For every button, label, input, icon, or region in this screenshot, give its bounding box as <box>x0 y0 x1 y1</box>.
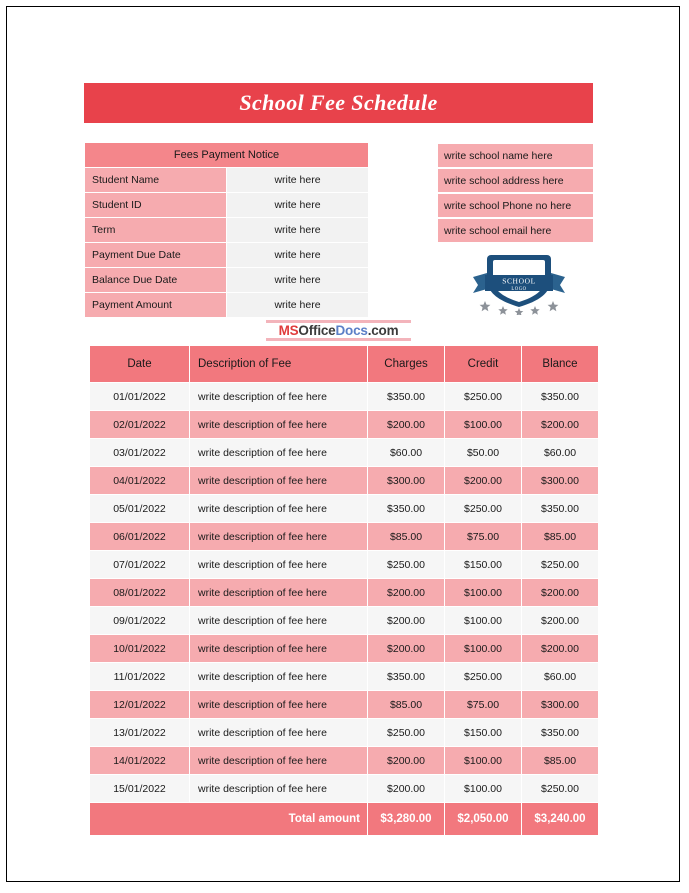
table-row <box>90 635 599 663</box>
cell-charges[interactable]: $85.00 <box>368 691 445 719</box>
notice-label-balance-due-date: Balance Due Date <box>85 268 227 293</box>
cell-balance[interactable]: $350.00 <box>522 495 599 523</box>
cell-balance[interactable]: $60.00 <box>522 439 599 467</box>
cell-date[interactable]: 03/01/2022 <box>90 439 190 467</box>
table-row <box>90 467 599 495</box>
notice-row <box>85 218 369 243</box>
cell-date[interactable]: 07/01/2022 <box>90 551 190 579</box>
cell-credit[interactable]: $250.00 <box>445 383 522 411</box>
cell-balance[interactable]: $250.00 <box>522 775 599 803</box>
cell-credit[interactable]: $100.00 <box>445 775 522 803</box>
cell-charges[interactable]: $300.00 <box>368 467 445 495</box>
notice-row <box>85 168 369 193</box>
table-row <box>90 607 599 635</box>
cell-description[interactable]: write description of fee here <box>190 411 368 439</box>
table-row <box>90 383 599 411</box>
total-charges: $3,280.00 <box>368 803 445 836</box>
notice-row <box>85 243 369 268</box>
school-phone-field[interactable]: write school Phone no here <box>438 194 593 217</box>
school-info-block <box>438 144 593 244</box>
column-header-charges[interactable]: Charges <box>368 346 445 383</box>
logo-line-1: SCHOOL <box>502 276 536 286</box>
cell-date[interactable]: 10/01/2022 <box>90 635 190 663</box>
total-balance: $3,240.00 <box>522 803 599 836</box>
cell-credit[interactable]: $75.00 <box>445 691 522 719</box>
cell-balance[interactable]: $85.00 <box>522 523 599 551</box>
watermark-part-docs: Docs <box>335 323 368 338</box>
table-row <box>90 747 599 775</box>
notice-value-student-id[interactable]: write here <box>227 193 369 218</box>
table-row <box>90 551 599 579</box>
watermark-text <box>266 323 411 338</box>
cell-balance[interactable]: $60.00 <box>522 663 599 691</box>
page-title: School Fee Schedule <box>239 90 438 115</box>
cell-description[interactable]: write description of fee here <box>190 523 368 551</box>
cell-description[interactable]: write description of fee here <box>190 663 368 691</box>
cell-credit[interactable]: $100.00 <box>445 747 522 775</box>
fee-table-header-row <box>90 346 599 383</box>
cell-description[interactable]: write description of fee here <box>190 495 368 523</box>
table-row <box>90 523 599 551</box>
cell-credit[interactable]: $50.00 <box>445 439 522 467</box>
cell-description[interactable]: write description of fee here <box>190 635 368 663</box>
cell-credit[interactable]: $200.00 <box>445 467 522 495</box>
cell-date[interactable]: 04/01/2022 <box>90 467 190 495</box>
cell-charges[interactable]: $350.00 <box>368 495 445 523</box>
cell-credit[interactable]: $150.00 <box>445 719 522 747</box>
column-header-date[interactable]: Date <box>90 346 190 383</box>
cell-description[interactable]: write description of fee here <box>190 775 368 803</box>
cell-date[interactable]: 09/01/2022 <box>90 607 190 635</box>
cell-charges[interactable]: $350.00 <box>368 383 445 411</box>
cell-credit[interactable]: $250.00 <box>445 495 522 523</box>
cell-balance[interactable]: $350.00 <box>522 719 599 747</box>
notice-header-label: Fees Payment Notice <box>85 143 369 168</box>
notice-row <box>85 268 369 293</box>
cell-date[interactable]: 08/01/2022 <box>90 579 190 607</box>
cell-description[interactable]: write description of fee here <box>190 439 368 467</box>
notice-label-term: Term <box>85 218 227 243</box>
notice-label-payment-due-date: Payment Due Date <box>85 243 227 268</box>
notice-row <box>85 293 369 318</box>
cell-charges[interactable]: $200.00 <box>368 411 445 439</box>
notice-value-term[interactable]: write here <box>227 218 369 243</box>
cell-description[interactable]: write description of fee here <box>190 691 368 719</box>
cell-charges[interactable]: $200.00 <box>368 747 445 775</box>
cell-credit[interactable]: $100.00 <box>445 607 522 635</box>
logo-line-2: LOGO <box>511 287 527 292</box>
cell-date[interactable]: 13/01/2022 <box>90 719 190 747</box>
watermark-bottom-bar <box>266 338 411 341</box>
notice-value-payment-due-date[interactable]: write here <box>227 243 369 268</box>
table-row <box>90 775 599 803</box>
watermark-part-ms: MS <box>278 323 299 338</box>
cell-description[interactable]: write description of fee here <box>190 747 368 775</box>
cell-date[interactable]: 11/01/2022 <box>90 663 190 691</box>
notice-label-payment-amount: Payment Amount <box>85 293 227 318</box>
cell-charges[interactable]: $200.00 <box>368 579 445 607</box>
cell-description[interactable]: write description of fee here <box>190 579 368 607</box>
school-logo <box>469 249 569 315</box>
total-amount-label: Total amount <box>90 803 368 836</box>
cell-date[interactable]: 02/01/2022 <box>90 411 190 439</box>
fees-payment-notice-table <box>84 142 369 318</box>
table-row <box>90 439 599 467</box>
notice-value-balance-due-date[interactable]: write here <box>227 268 369 293</box>
table-row <box>90 663 599 691</box>
cell-charges[interactable]: $200.00 <box>368 635 445 663</box>
notice-value-student-name[interactable]: write here <box>227 168 369 193</box>
cell-charges[interactable]: $250.00 <box>368 719 445 747</box>
cell-description[interactable]: write description of fee here <box>190 607 368 635</box>
cell-charges[interactable]: $85.00 <box>368 523 445 551</box>
cell-date[interactable]: 06/01/2022 <box>90 523 190 551</box>
total-row <box>90 803 599 836</box>
table-row <box>90 579 599 607</box>
cell-credit[interactable]: $250.00 <box>445 663 522 691</box>
cell-charges[interactable]: $350.00 <box>368 663 445 691</box>
cell-description[interactable]: write description of fee here <box>190 467 368 495</box>
notice-header-row <box>85 143 369 168</box>
notice-value-payment-amount[interactable]: write here <box>227 293 369 318</box>
watermark-part-office: Office <box>298 323 336 338</box>
cell-balance[interactable]: $85.00 <box>522 747 599 775</box>
cell-credit[interactable]: $100.00 <box>445 411 522 439</box>
cell-balance[interactable]: $350.00 <box>522 383 599 411</box>
cell-date[interactable]: 12/01/2022 <box>90 691 190 719</box>
cell-balance[interactable]: $200.00 <box>522 579 599 607</box>
cell-balance[interactable]: $250.00 <box>522 551 599 579</box>
school-name-field[interactable]: write school name here <box>438 144 593 167</box>
school-address-field[interactable]: write school address here <box>438 169 593 192</box>
cell-credit[interactable]: $75.00 <box>445 523 522 551</box>
document-title-banner <box>84 83 593 123</box>
school-email-field[interactable]: write school email here <box>438 219 593 242</box>
cell-credit[interactable]: $150.00 <box>445 551 522 579</box>
table-row <box>90 495 599 523</box>
notice-label-student-id: Student ID <box>85 193 227 218</box>
document-page <box>6 6 680 882</box>
cell-description[interactable]: write description of fee here <box>190 719 368 747</box>
watermark <box>266 320 411 341</box>
total-credit: $2,050.00 <box>445 803 522 836</box>
notice-label-student-name: Student Name <box>85 168 227 193</box>
notice-row <box>85 193 369 218</box>
cell-balance[interactable]: $300.00 <box>522 691 599 719</box>
cell-description[interactable]: write description of fee here <box>190 551 368 579</box>
cell-date[interactable]: 14/01/2022 <box>90 747 190 775</box>
cell-balance[interactable]: $300.00 <box>522 467 599 495</box>
column-header-credit[interactable]: Credit <box>445 346 522 383</box>
cell-charges[interactable]: $60.00 <box>368 439 445 467</box>
cell-charges[interactable]: $200.00 <box>368 775 445 803</box>
column-header-description[interactable]: Description of Fee <box>190 346 368 383</box>
cell-charges[interactable]: $250.00 <box>368 551 445 579</box>
cell-charges[interactable]: $200.00 <box>368 607 445 635</box>
table-row <box>90 691 599 719</box>
watermark-part-com: .com <box>367 323 399 338</box>
cell-credit[interactable]: $100.00 <box>445 635 522 663</box>
cell-description[interactable]: write description of fee here <box>190 383 368 411</box>
fee-schedule-table <box>89 345 599 836</box>
cell-credit[interactable]: $100.00 <box>445 579 522 607</box>
cell-date[interactable]: 05/01/2022 <box>90 495 190 523</box>
table-row <box>90 719 599 747</box>
cell-balance[interactable]: $200.00 <box>522 607 599 635</box>
table-row <box>90 411 599 439</box>
cell-balance[interactable]: $200.00 <box>522 635 599 663</box>
cell-date[interactable]: 15/01/2022 <box>90 775 190 803</box>
column-header-balance[interactable]: Blance <box>522 346 599 383</box>
cell-date[interactable]: 01/01/2022 <box>90 383 190 411</box>
cell-balance[interactable]: $200.00 <box>522 411 599 439</box>
